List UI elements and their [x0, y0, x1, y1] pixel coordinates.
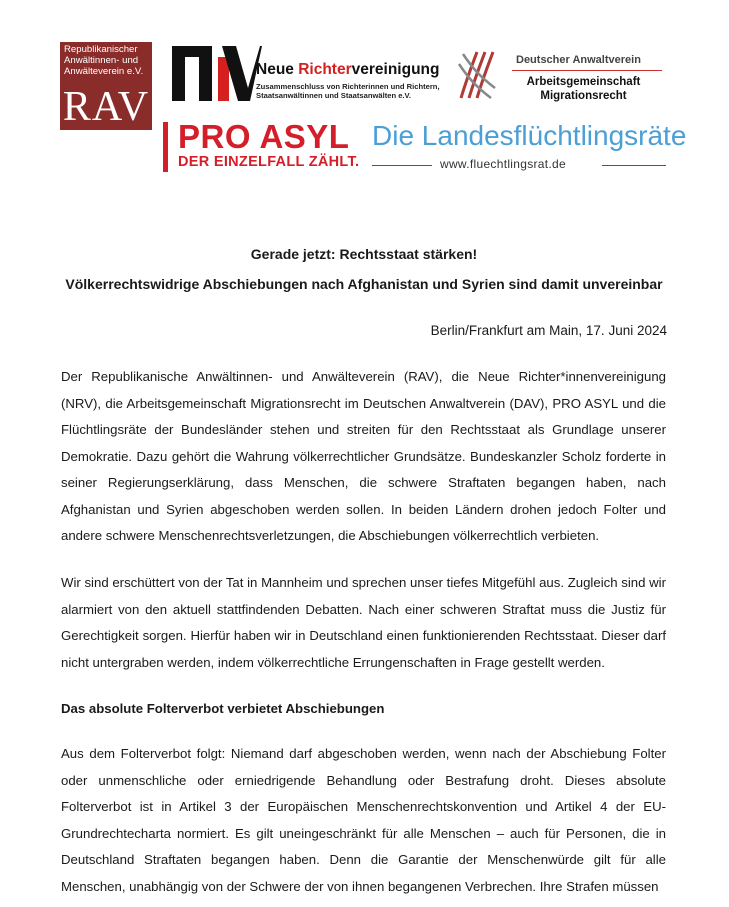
- section-heading: Das absolute Folterverbot verbietet Abschiebungen: [61, 701, 385, 716]
- nrv-logo-subtitle: Zusammenschluss von Richterinnen und Richtern, Staatsanwältinnen und Staatsanwälten e.V.: [256, 82, 440, 100]
- document-dateline: Berlin/Frankfurt am Main, 17. Juni 2024: [430, 323, 667, 338]
- fluechtlingsrat-logo-url: www.fluechtlingsrat.de: [440, 157, 566, 171]
- dav-logo-mark: [457, 48, 499, 102]
- document-subheadline: Völkerrechtswidrige Abschiebungen nach Afghanistan und Syrien sind damit unvereinbar: [65, 276, 663, 292]
- fluechtlingsrat-logo-title: Die Landesflüchtlingsräte: [372, 120, 687, 151]
- proasyl-logo-subtitle: DER EINZELFALL ZÄHLT.: [178, 154, 360, 170]
- proasyl-logo-title: PRO ASYL: [178, 118, 350, 155]
- dav-logo-line1: Arbeitsgemeinschaft: [526, 76, 641, 88]
- rav-logo-name: Republikanischer Anwältinnen- und Anwälteverein e.V.: [64, 44, 144, 77]
- rav-logo-acronym: RAV: [62, 84, 150, 130]
- dav-logo-line2: Migrationsrecht: [540, 90, 627, 102]
- fluechtlingsrat-logo-rule-right: [602, 165, 666, 166]
- fluechtlingsrat-logo-rule-left: [372, 165, 432, 166]
- proasyl-logo-bar: [163, 122, 168, 172]
- nrv-logo-mark: [172, 43, 262, 103]
- rav-logo: [60, 42, 152, 130]
- paragraph-folterverbot: Aus dem Folterverbot folgt: Niemand darf abgeschoben werden, wenn nach der Abschiebung Folter oder unmenschliche oder erniedrigende Behandlung oder Bestrafung droht. Dieses absolute Folterverbot ist in Artikel 3 der Europäischen Menschenrechtskonvention und Artikel 4 der EU-Grundrechtecharta normiert. Es gilt uneingeschränkt für alle Menschen – auch für Personen, die in Deutschland Straftaten begangen haben. Denn die Garantie der Menschenwürde gilt für alle Menschen, unabhängig von der Schwere der von ihnen begangenen Verbrechen. Ihre Strafen müssen: [61, 746, 666, 894]
- nrv-logo-title: Neue Richtervereinigung: [256, 61, 440, 78]
- dav-logo-top: Deutscher Anwaltverein: [516, 54, 641, 66]
- dav-logo-divider: [512, 70, 662, 71]
- paragraph-mannheim: Wir sind erschüttert von der Tat in Mannheim und sprechen unser tiefes Mitgefühl aus. Zugleich sind wir alarmiert von den aktuell stattfindenden Debatten. Nach einer schweren Straftat muss die Justiz für Gerechtigkeit sorgen. Hierfür haben wir in Deutschland einen funktionierenden Rechtsstaat. Dieser darf nicht untergraben werden, indem völkerrechtliche Errungenschaften in Frage gestellt werden.: [61, 575, 666, 670]
- document-headline: Gerade jetzt: Rechtsstaat stärken!: [250, 246, 478, 262]
- paragraph-intro: Der Republikanische Anwältinnen- und Anwälteverein (RAV), die Neue Richter*innenvereinigung (NRV), die Arbeitsgemeinschaft Migrationsrecht im Deutschen Anwaltverein (DAV), PRO ASYL und die Flüchtlingsräte der Bundesländer stehen und streiten für den Rechtsstaat als Grundlage unserer Demokratie. Dazu gehört die Wahrung völkerrechtlicher Grundsätze. Bundeskanzler Scholz forderte in seiner Regierungserklärung, dass Menschen, die schwere Straftaten begangen haben, nach Afghanistan und Syrien abgeschoben werden sollen. In beiden Ländern drohen jedoch Folter und andere schwere Menschenrechtsverletzungen, die Abschiebungen völkerrechtlich verbieten.: [61, 369, 666, 543]
